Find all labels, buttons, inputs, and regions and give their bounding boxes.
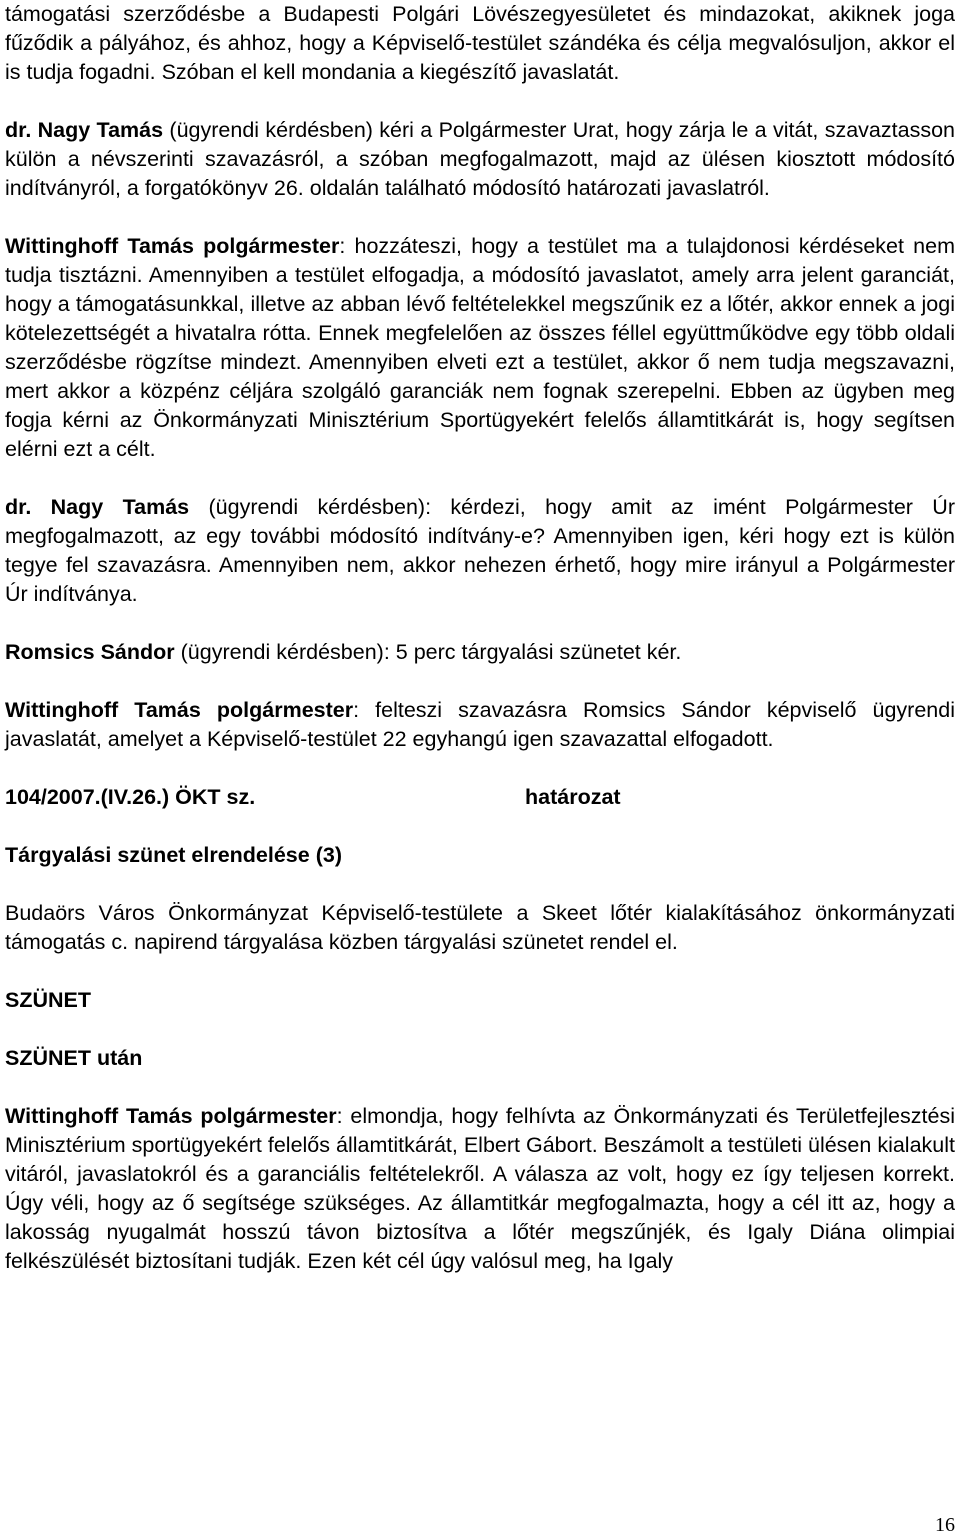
speaker-name: dr. Nagy Tamás [5, 495, 190, 519]
speaker-name: Wittinghoff Tamás polgármester [5, 698, 354, 722]
paragraph-7-text: : elmondja, hogy felhívta az Önkormányzati és Területfejlesztési Minisztérium sportügyekért felelős államtitkárát, Elbert Gábort. Beszámolt a testületi ülésen kialakult vitáról, javaslatokról és a garanciális feltételekről. A válasza az volt, hogy ez így teljesen korrekt. Úgy véli, hogy az ő segítsége szükséges. Az államtitkár megfogalmazta, hogy a cél itt az, hogy a lakosság nyugalmát hosszú távon biztosítva a lőtér megszűnjék, és Igaly Diána olimpiai felkészülését biztosítani tudják. Ezen két cél úgy valósul meg, ha Igaly [5, 1104, 955, 1273]
page-number: 16 [935, 1514, 955, 1536]
document-page [5, 0, 955, 1276]
paragraph-4 [5, 493, 955, 609]
speaker-name: Romsics Sándor [5, 640, 175, 664]
paragraph-1-text: támogatási szerződésbe a Budapesti Polgári Lövészegyesületet és mindazokat, akiknek joga fűződik a pályához, és ahhoz, hogy a Képviselő-testület szándéka és célja megvalósuljon, akkor el is tudja fogadni. Szóban el kell mondania a kiegészítő javaslatát. [5, 2, 955, 84]
paragraph-6 [5, 696, 955, 754]
speaker-name: Wittinghoff Tamás polgármester [5, 234, 340, 258]
paragraph-6-text: : felteszi szavazásra Romsics Sándor képviselő ügyrendi javaslatát, amelyet a Képviselő-testület 22 egyhangú igen szavazattal elfogadott. [5, 698, 955, 751]
paragraph-2 [5, 116, 955, 203]
resolution-title-text: Tárgyalási szünet elrendelése (3) [5, 843, 342, 867]
resolution-body [5, 899, 955, 957]
paragraph-5 [5, 638, 955, 667]
resolution-title [5, 841, 955, 870]
after-break-heading [5, 1044, 955, 1073]
paragraph-4-text: (ügyrendi kérdésben): kérdezi, hogy amit az imént Polgármester Úr megfogalmazott, az egy további módosító indítvány-e? Amennyiben igen, kéri hogy ezt is külön tegye fel szavazásra. Amennyiben nem, akkor nehezen érhető, hogy mire irányul a Polgármester Úr indítványa. [5, 495, 955, 606]
resolution-type: határozat [525, 785, 621, 809]
after-break-label: SZÜNET után [5, 1046, 143, 1070]
paragraph-3-text: : hozzáteszi, hogy a testület ma a tulajdonosi kérdéseket nem tudja tisztázni. Amennyiben a testület elfogadja, a módosító javaslatot, amely arra jelent garanciát, hogy a támogatásunkkal, illetve az abban lévő feltételekkel megszűnik ez a lőtér, akkor ennek a jogi kötelezettségét a hivatalra rótta. Ennek megfelelően az összes féllel együttműködve egy több oldali szerződésbe rögzítse mindezt. Amennyiben elveti ezt a testület, akkor ő nem tudja megszavazni, mert akkor a közpénz céljára szolgáló garanciák nem fognak szerepelni. Ebben az ügyben meg fogja kérni az Önkormányzati Minisztérium Sportügyekért felelős államtitkárát is, hogy segítsen elérni ezt a célt. [5, 234, 955, 461]
break-label: SZÜNET [5, 988, 91, 1012]
speaker-name: dr. Nagy Tamás [5, 118, 164, 142]
paragraph-3 [5, 232, 955, 464]
paragraph-2-text: (ügyrendi kérdésben) kéri a Polgármester Urat, hogy zárja le a vitát, szavaztasson külön a névszerinti szavazásról, a szóban megfogalmazott, majd az ülésen kiosztott módosító indítványról, a forgatókönyv 26. oldalán található módosító határozati javaslatról. [5, 118, 955, 200]
resolution-number: 104/2007.(IV.26.) ÖKT sz. [5, 785, 256, 809]
paragraph-5-text: (ügyrendi kérdésben): 5 perc tárgyalási szünetet kér. [174, 640, 682, 664]
break-heading [5, 986, 955, 1015]
paragraph-7 [5, 1102, 955, 1276]
paragraph-1 [5, 0, 955, 87]
speaker-name: Wittinghoff Tamás polgármester [5, 1104, 337, 1128]
resolution-body-text: Budaörs Város Önkormányzat Képviselő-testülete a Skeet lőtér kialakításához önkormányzati támogatás c. napirend tárgyalása közben tárgyalási szünetet rendel el. [5, 901, 955, 954]
resolution-header [5, 783, 955, 812]
